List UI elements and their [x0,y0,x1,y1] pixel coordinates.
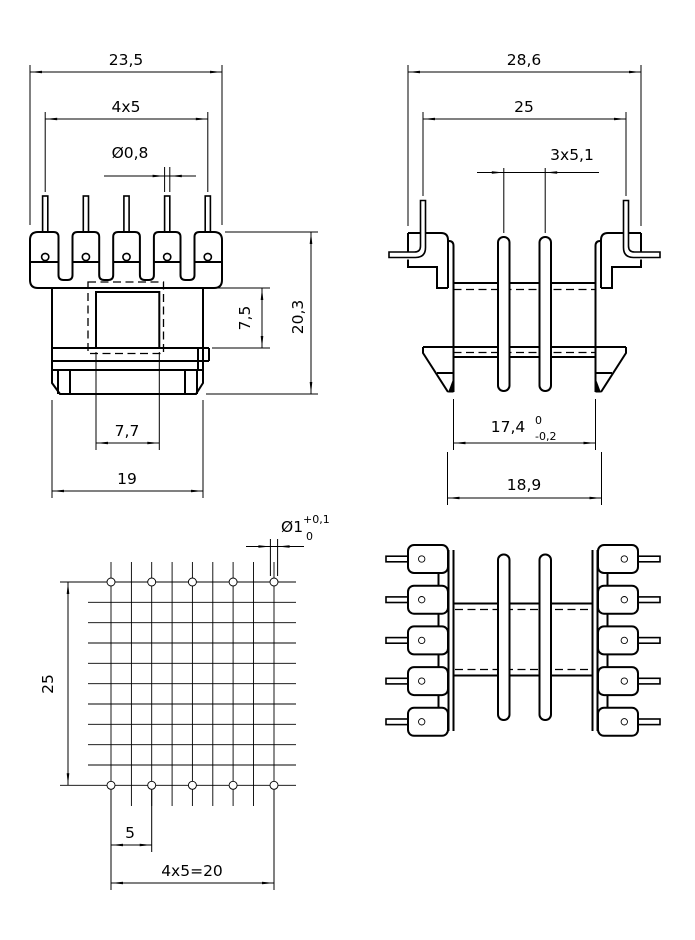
dim-side-skirt-width [448,452,602,505]
dim-front-overall-width-label: 23,5 [108,51,144,69]
dim-side-pin-row-spacing-label: 25 [514,98,534,116]
top-right-terminals [598,545,660,736]
dim-front-window-height [206,288,270,348]
dim-front-body-width-label: 19 [117,470,137,488]
top-fins [498,555,551,721]
dim-side-fin-pitch-label: 3x5,1 [550,146,594,164]
dim-side-core-slot-width [454,399,596,450]
top-view [386,545,660,736]
dim-side-fin-pitch [477,146,599,233]
dim-layout-hole-tol-upper: +0,1 [303,513,330,526]
dim-side-overall-width-label: 28,6 [506,51,542,69]
side-fins [498,237,551,391]
dim-front-window-width [96,352,159,450]
front-body [52,288,209,394]
side-left-bracket [389,201,454,393]
dim-layout-pitch-total-label: 4x5=20 [161,862,223,880]
dim-layout-row-spacing-label: 25 [39,674,57,694]
dim-layout-pin-pitch-label: 5 [125,824,135,842]
dim-front-body-width [52,400,203,498]
dim-side-core-slot-tol-lower: -0,2 [535,430,557,443]
dim-front-pin-diameter [104,144,196,192]
dim-layout-hole-diameter [246,513,330,576]
dim-front-window-width-label: 7,7 [114,422,140,440]
top-flange-edges [439,550,608,731]
dim-side-pin-row-spacing [423,98,626,196]
dim-front-window-height-label: 7,5 [236,305,254,331]
side-view [389,51,660,505]
top-left-terminals [386,545,448,736]
dim-side-core-slot-tol-upper: 0 [535,414,542,427]
dim-layout-row-spacing [39,582,68,785]
pin-layout-view [39,513,330,890]
dim-front-overall-height-label: 20,3 [289,299,307,335]
dim-front-pin-diameter-label: Ø0,8 [111,144,149,162]
dim-side-overall-width [408,51,641,226]
dim-side-core-slot-width-label: 17,4 [490,418,526,436]
side-right-bracket [596,201,661,393]
front-pins [43,196,211,236]
top-winding-body [454,604,593,676]
dim-layout-hole-diameter-label: Ø1 [281,518,304,536]
pin-layout-grid [60,562,296,806]
dim-front-pin-pitch-label: 4x5 [111,98,141,116]
dim-layout-hole-tol-lower: 0 [306,530,313,543]
dim-side-skirt-width-label: 18,9 [506,476,542,494]
front-view [30,51,318,498]
front-pin-hole-circles [42,253,212,260]
